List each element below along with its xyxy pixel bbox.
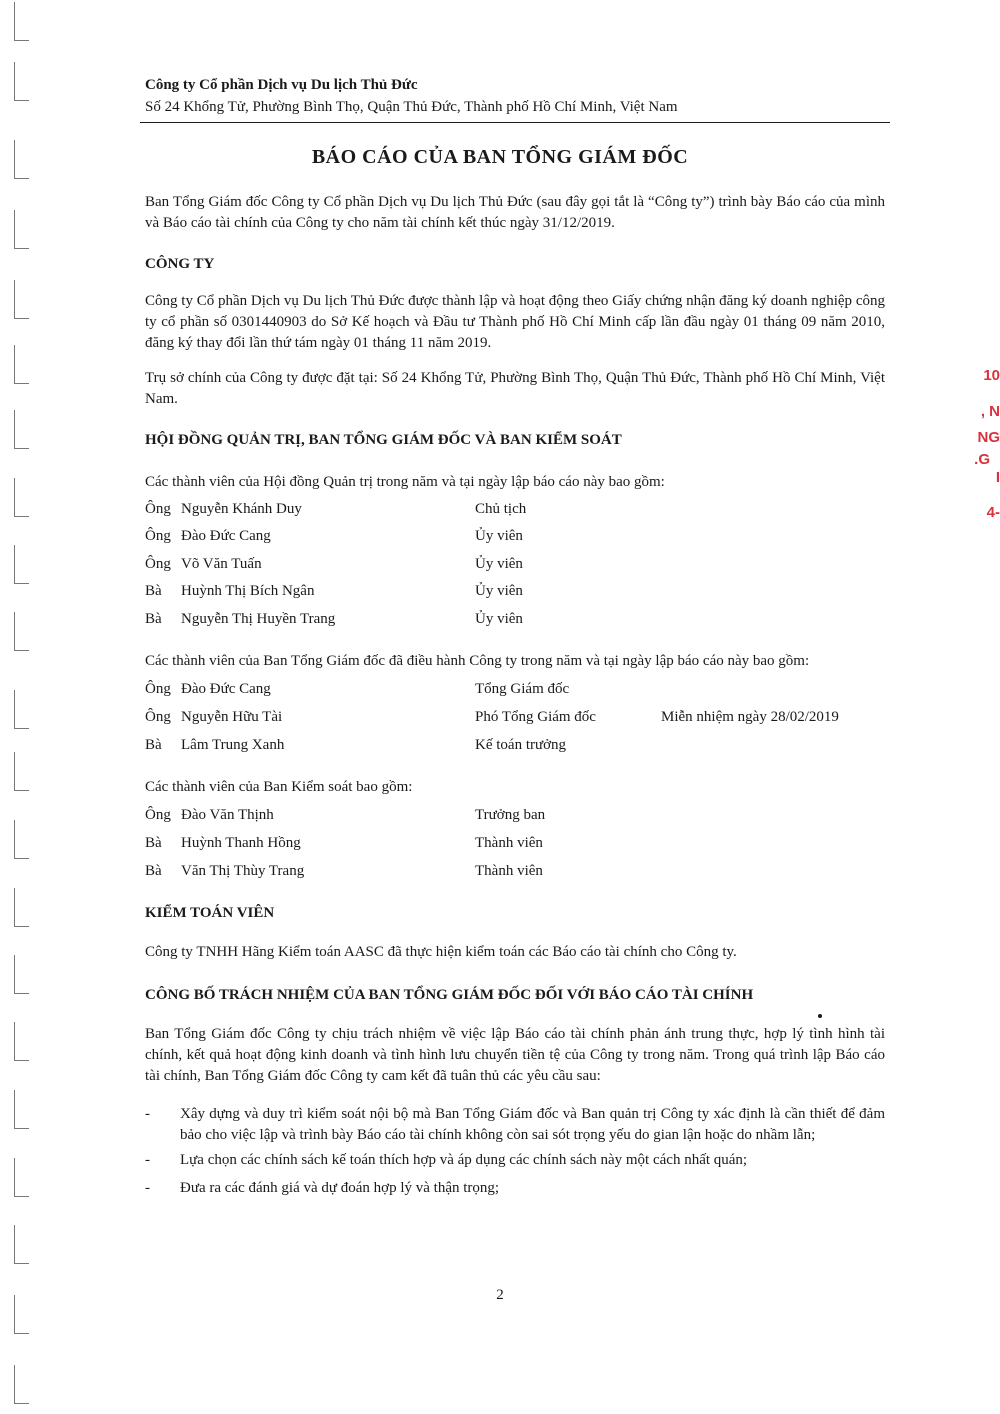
company-name: Công ty Cổ phần Dịch vụ Du lịch Thủ Đức	[145, 77, 418, 93]
binding-marks	[14, 0, 34, 1414]
responsibility-paragraph: Ban Tổng Giám đốc Công ty chịu trách nhiệm về việc lập Báo cáo tài chính phản ánh trung thực, hợp lý tình hình tài chính, kết quả hoạt động kinh doanh và tình hình lưu chuyển tiền tệ của Công ty trong năm. Trong quá trình lập Báo cáo tài chính, Ban Tổng Giám đốc Công ty cam kết đã tuân thủ các yêu cầu sau:	[145, 1026, 885, 1084]
bullet-dash: -	[145, 1180, 150, 1196]
page-title: BÁO CÁO CỦA BAN TỔNG GIÁM ĐỐC	[311, 146, 689, 168]
member-role: Kế toán trưởng	[475, 737, 567, 753]
member-name: Võ Văn Tuấn	[181, 556, 262, 572]
binding-mark	[14, 210, 29, 249]
binding-mark	[14, 410, 29, 449]
requirement-text: Đưa ra các đánh giá và dự đoán hợp lý và thận trọng;	[180, 1180, 500, 1196]
salutation: Bà	[145, 835, 162, 851]
requirement-text: Lựa chọn các chính sách kế toán thích hợp và áp dụng các chính sách này một cách nhất quán;	[180, 1152, 748, 1168]
binding-mark	[14, 612, 29, 651]
member-name: Đào Đức Cang	[181, 681, 271, 697]
requirement-text: Xây dựng và duy trì kiểm soát nội bộ mà Ban Tổng Giám đốc và Ban quản trị Công ty xác định là cần thiết để đảm bảo cho việc lập và trình bày Báo cáo tài chính không còn sai sót trọng yếu do gian lận hoặc do nhầm lẫn;	[180, 1106, 885, 1143]
stamp-text: 4-	[986, 504, 1000, 521]
intro-paragraph: Ban Tổng Giám đốc Công ty Cổ phần Dịch vụ Du lịch Thủ Đức (sau đây gọi tắt là “Công ty”) trình bày Báo cáo của mình và Báo cáo tài chính của Công ty cho năm tài chính kết thúc ngày 31/12/2019.	[145, 194, 885, 231]
company-address: Số 24 Khổng Tử, Phường Bình Thọ, Quận Thủ Đức, Thành phố Hồ Chí Minh, Việt Nam	[145, 99, 678, 115]
binding-mark	[14, 888, 29, 927]
ink-dot	[818, 1014, 822, 1018]
stamp-text: NG	[977, 429, 1000, 446]
auditor-text: Công ty TNHH Hãng Kiểm toán AASC đã thực hiện kiểm toán các Báo cáo tài chính cho Công ty.	[145, 944, 737, 960]
directors-intro: Các thành viên của Ban Tổng Giám đốc đã điều hành Công ty trong năm và tại ngày lập báo cáo này bao gồm:	[145, 653, 810, 669]
member-name: Huỳnh Thị Bích Ngân	[181, 583, 315, 599]
member-role: Ủy viên	[475, 556, 523, 572]
binding-mark	[14, 62, 29, 101]
member-name: Đào Đức Cang	[181, 528, 271, 544]
salutation: Ông	[145, 807, 171, 823]
section-heading-management: HỘI ĐỒNG QUẢN TRỊ, BAN TỔNG GIÁM ĐỐC VÀ BAN KIỂM SOÁT	[145, 432, 622, 448]
salutation: Bà	[145, 737, 162, 753]
section-heading-responsibility: CÔNG BỐ TRÁCH NHIỆM CỦA BAN TỔNG GIÁM ĐỐC ĐỐI VỚI BÁO CÁO TÀI CHÍNH	[145, 987, 754, 1003]
binding-mark	[14, 752, 29, 791]
member-name: Đào Văn Thịnh	[181, 807, 274, 823]
member-role: Trưởng ban	[475, 807, 546, 823]
salutation: Ông	[145, 681, 171, 697]
stamp-text: I	[995, 469, 1000, 486]
supervisory-intro: Các thành viên của Ban Kiểm soát bao gồm:	[145, 779, 413, 795]
company-paragraph: Công ty Cổ phần Dịch vụ Du lịch Thủ Đức được thành lập và hoạt động theo Giấy chứng nhận đăng ký doanh nghiệp công ty cổ phần số 0301440903 do Sở Kế hoạch và Đầu tư Thành phố Hồ Chí Minh cấp lần đầu ngày 01 tháng 09 năm 2010, đăng ký thay đổi lần thứ tám ngày 01 tháng 11 năm 2019.	[145, 293, 885, 351]
stamp-text: .G	[974, 451, 990, 468]
section-heading-company: CÔNG TY	[145, 256, 215, 272]
header-divider	[140, 122, 890, 123]
member-role: Ủy viên	[475, 611, 523, 627]
board-intro: Các thành viên của Hội đồng Quản trị trong năm và tại ngày lập báo cáo này bao gồm:	[145, 474, 665, 490]
member-name: Nguyễn Khánh Duy	[181, 501, 302, 517]
salutation: Ông	[145, 528, 171, 544]
salutation: Ông	[145, 556, 171, 572]
binding-mark	[14, 545, 29, 584]
binding-mark	[14, 955, 29, 994]
member-role: Ủy viên	[475, 583, 523, 599]
binding-mark	[14, 1158, 29, 1197]
bullet-dash: -	[145, 1106, 150, 1122]
page-number: 2	[496, 1287, 504, 1303]
member-role: Thành viên	[475, 863, 543, 879]
binding-mark	[14, 1365, 29, 1404]
member-role: Tổng Giám đốc	[475, 681, 570, 697]
binding-mark	[14, 820, 29, 859]
binding-mark	[14, 280, 29, 319]
salutation: Ông	[145, 709, 171, 725]
binding-mark	[14, 2, 29, 41]
salutation: Ông	[145, 501, 171, 517]
stamp-text: 10	[983, 367, 1000, 384]
section-heading-auditor: KIỂM TOÁN VIÊN	[145, 905, 275, 921]
member-name: Huỳnh Thanh Hồng	[181, 835, 301, 851]
binding-mark	[14, 690, 29, 729]
binding-mark	[14, 1022, 29, 1061]
bullet-dash: -	[145, 1152, 150, 1168]
salutation: Bà	[145, 611, 162, 627]
member-name: Lâm Trung Xanh	[181, 737, 285, 753]
red-stamp-fragment	[970, 350, 1000, 550]
member-note: Miễn nhiệm ngày 28/02/2019	[661, 709, 839, 725]
headquarters-paragraph: Trụ sở chính của Công ty được đặt tại: Số 24 Khổng Tử, Phường Bình Thọ, Quận Thủ Đức, Thành phố Hồ Chí Minh, Việt Nam.	[145, 370, 885, 407]
binding-mark	[14, 1090, 29, 1129]
binding-mark	[14, 1225, 29, 1264]
binding-mark	[14, 345, 29, 384]
member-name: Nguyễn Thị Huyền Trang	[181, 611, 336, 627]
member-role: Ủy viên	[475, 528, 523, 544]
salutation: Bà	[145, 863, 162, 879]
member-name: Nguyễn Hữu Tài	[181, 709, 283, 725]
salutation: Bà	[145, 583, 162, 599]
stamp-text: , N	[980, 403, 1000, 420]
member-role: Chủ tịch	[475, 501, 527, 517]
letterhead	[145, 74, 890, 118]
member-role: Phó Tổng Giám đốc	[475, 709, 596, 725]
member-role: Thành viên	[475, 835, 543, 851]
binding-mark	[14, 478, 29, 517]
member-name: Văn Thị Thùy Trang	[181, 863, 305, 879]
